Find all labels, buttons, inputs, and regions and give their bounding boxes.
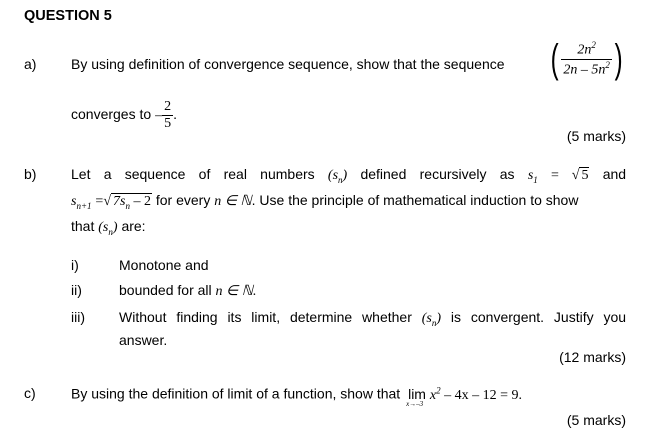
part-b-line3: that $(s_n)$ are: — [71, 218, 146, 237]
item-iii-line2: answer. — [119, 332, 168, 348]
part-a-text: By using definition of convergence sequence, show that the sequence — [71, 56, 505, 72]
part-b-line2: $s_{n+1}$ =√ $7s_n - 2$ for every n ∈ ℕ. Use the principle of mathematical induction to show — [71, 192, 579, 211]
part-b-marks: (12 marks) — [559, 349, 626, 365]
item-ii-number: ii) — [71, 282, 82, 298]
seq-numerator: 2n — [577, 42, 592, 58]
part-c-marks: (5 marks) — [566, 412, 626, 428]
item-iii-number: iii) — [71, 309, 85, 325]
part-b-line1: Let a sequence of real numbers $(s_n)$ defined recursively as $s_1$ = √ 5 and — [71, 166, 627, 185]
limit-operator: lim x→–3 — [406, 385, 426, 408]
question-heading: QUESTION 5 — [24, 8, 112, 24]
part-c-letter: c) — [24, 385, 36, 401]
item-i-number: i) — [71, 257, 79, 273]
seq-denominator: 2n – 5n — [563, 62, 606, 78]
item-ii-text: bounded for all n ∈ ℕ. — [119, 282, 257, 299]
part-a-marks: (5 marks) — [566, 128, 626, 144]
part-a-letter: a) — [24, 56, 37, 72]
converges-text: converges to — [71, 106, 152, 123]
part-b-letter: b) — [24, 166, 37, 182]
limit-fraction: $\frac{2}{5}$ — [164, 99, 172, 131]
item-i-text: Monotone and — [119, 257, 209, 273]
part-c-text: By using the definition of limit of a function, show that lim x→–3 $x^2 - 4x - 12 = 9$. — [71, 385, 522, 408]
part-a-sequence-expression: ( $\frac{2n^2}{2n - 5n^2}$ ) — [550, 37, 623, 81]
item-iii-text: Without finding its limit, determine whether $(s_n)$ is convergent. Justify you — [119, 309, 627, 328]
